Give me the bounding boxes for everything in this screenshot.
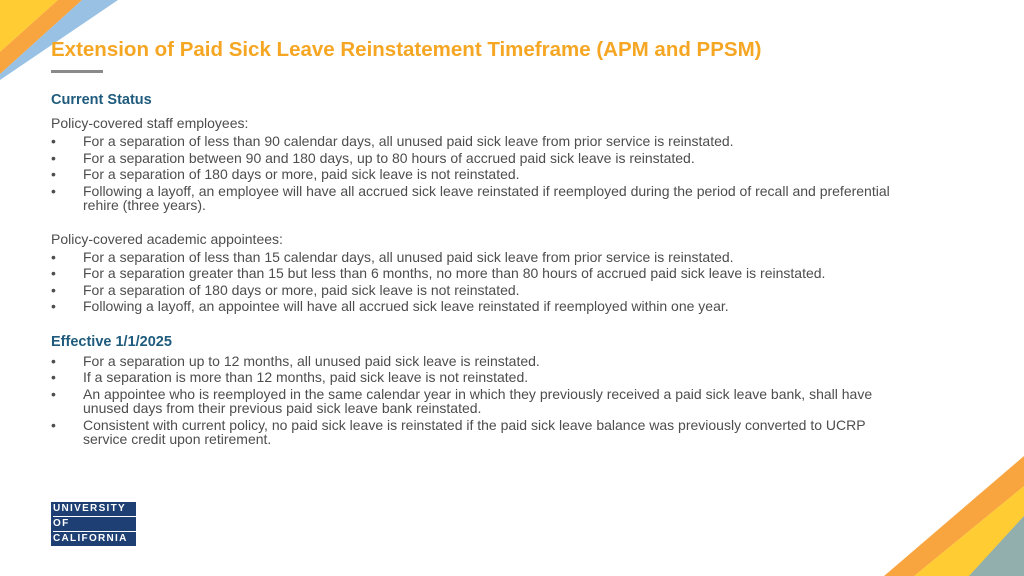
list-item: • For a separation of less than 15 calendar days, all unused paid sick leave from prior service is reinstated.: [51, 248, 734, 265]
effective-heading: Effective 1/1/2025: [51, 333, 172, 350]
logo-line-california: CALIFORNIA: [53, 531, 136, 545]
bullet-icon: •: [51, 133, 56, 149]
bullet-icon: •: [51, 265, 56, 281]
bullet-icon: •: [51, 369, 56, 385]
bullet-icon: •: [51, 182, 56, 199]
bullet-icon: •: [51, 248, 56, 265]
logo-line-university: UNIVERSITY: [53, 503, 127, 514]
list-item: • If a separation is more than 12 months, paid sick leave is not reinstated.: [51, 369, 529, 385]
list-item: • An appointee who is reemployed in the same calendar year in which they previously received a paid sick leave bank, shall have unused days from their previous paid sick leave bank reinstated.: [51, 385, 873, 416]
page-title: Extension of Paid Sick Leave Reinstatement Timeframe (APM and PPSM): [51, 38, 762, 61]
list-item: • For a separation greater than 15 but less than 6 months, no more than 80 hours of accrued paid sick leave is reinstated.: [51, 265, 826, 281]
list-item: • For a separation between 90 and 180 days, up to 80 hours of accrued paid sick leave is reinstated.: [51, 149, 695, 166]
list-item: • Following a layoff, an appointee will have all accrued sick leave reinstated if reemployed within one year.: [51, 298, 729, 314]
bullet-icon: •: [51, 149, 56, 166]
bullet-icon: •: [51, 298, 56, 314]
bullet-icon: •: [51, 281, 56, 298]
list-item: • For a separation of less than 90 calendar days, all unused paid sick leave from prior service is reinstated.: [51, 133, 734, 149]
list-item: • Consistent with current policy, no paid sick leave is reinstated if the paid sick leave balance was previously converted to UCRP service credit upon retirement.: [51, 416, 866, 447]
university-of-california-logo: [51, 502, 136, 546]
logo-line-of: OF: [53, 518, 70, 529]
decorative-corner-bottom-right: [874, 456, 1024, 576]
current-status-heading: Current Status: [51, 92, 152, 108]
staff-list: [51, 134, 891, 213]
effective-list: [51, 354, 891, 447]
list-item: • Following a layoff, an employee will have all accrued sick leave reinstated if reemployed during the period of recall and preferential rehire (three years).: [51, 182, 890, 213]
title-underline: [51, 70, 103, 73]
bullet-icon: •: [51, 166, 56, 182]
bullet-icon: •: [51, 352, 56, 369]
slide-content: [51, 92, 891, 449]
bullet-icon: •: [51, 416, 56, 433]
academic-list: [51, 250, 891, 314]
staff-intro: Policy-covered staff employees:: [51, 115, 249, 131]
academic-intro: Policy-covered academic appointees:: [51, 230, 283, 247]
list-item: • For a separation up to 12 months, all unused paid sick leave is reinstated.: [51, 352, 540, 369]
bullet-icon: •: [51, 385, 56, 402]
list-item: • For a separation of 180 days or more, paid sick leave is not reinstated.: [51, 166, 520, 182]
list-item: • For a separation of 180 days or more, paid sick leave is not reinstated.: [51, 281, 520, 298]
